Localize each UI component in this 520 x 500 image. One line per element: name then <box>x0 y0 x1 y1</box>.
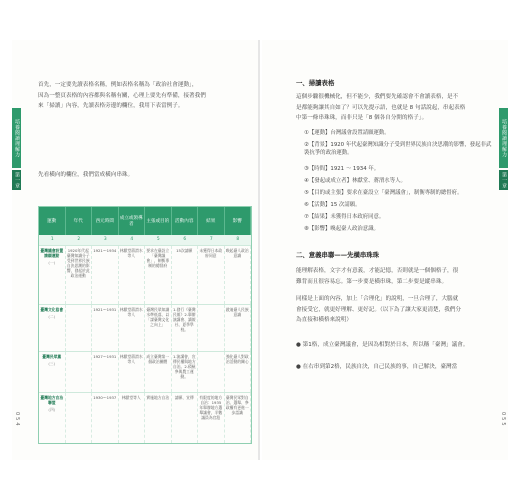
cell-year: 1921～1931 <box>92 305 119 351</box>
cell-result <box>198 352 225 392</box>
cell-result: 未獲得日本政府同意 <box>198 246 225 304</box>
list-item: ①【運動】台灣議會設置請願運動。 <box>304 130 390 136</box>
table-row <box>39 351 251 392</box>
col-number: 1 <box>50 237 54 242</box>
list-item: ⑤【目的或主張】要求在臺設立「臺灣議會」，制衡專制的總督府。 <box>304 190 463 196</box>
side-tab-chapter: 第一章 <box>14 171 20 189</box>
col-number: 8 <box>236 237 240 242</box>
th-movement: 運動 <box>39 207 66 235</box>
left-page <box>12 40 258 460</box>
cell-era <box>66 352 93 392</box>
list-item: ⑧【影響】喚起臺人政治意識。 <box>304 226 379 232</box>
th-leader: 成立或領導者 <box>119 207 146 235</box>
cell-year: 1921～1934 <box>92 246 119 304</box>
table-header <box>39 207 251 235</box>
cell-activity: 請願、宣傳 <box>172 393 199 443</box>
cell-aim: 臺灣民眾知識水準低落，以「謀臺灣文化之向上」 <box>145 305 172 351</box>
section-paragraph <box>296 92 496 124</box>
col-number: 7 <box>209 237 213 242</box>
bullet-item: ● 在右串到第2格，民族自決，自己民族的事，自己解決，臺灣當 <box>296 364 458 370</box>
cell-movement <box>39 352 66 392</box>
side-tab-title: 培養閱讀理解力 <box>499 108 508 168</box>
cell-result <box>198 305 225 351</box>
th-activity: 活動內容 <box>172 207 199 235</box>
intro-line: 因為一整頁表格的內容都與名稱有關，心理上要先有準備，接著我們 <box>38 92 206 99</box>
event-name: 臺灣議會設置請願運動 <box>40 248 64 258</box>
cell-aim: 實施地方自治 <box>145 393 172 443</box>
th-aim: 主張或目的 <box>145 207 172 235</box>
cell-activity: 15次請願 <box>172 246 199 304</box>
paragraph-line: 會接受它，就更好理解、更好記。（以下為了讓大家更清楚，我們分 <box>296 306 462 313</box>
section-paragraph <box>296 266 496 287</box>
book-gutter <box>258 40 260 460</box>
section-title: 二、意義串聯——先橫串珠珠 <box>296 251 380 259</box>
cell-leader: 林獻堂蔣渭水等人 <box>119 246 146 304</box>
paragraph-line: 這個步驟很機械化，但不能少，我們要先確認會不會讀表格，是不 <box>296 94 459 100</box>
th-impact: 影響 <box>225 207 252 235</box>
clip-label: (四) <box>48 407 56 412</box>
th-era: 年代 <box>66 207 93 235</box>
table-row <box>39 392 251 443</box>
col-number: 3 <box>103 237 107 242</box>
intro-line: 首先，一定要先讀表格名稱，例如表格名稱為「政治社會運動」， <box>38 82 198 88</box>
list-item: ④【發起或成立者】林獻堂、蔣渭水等人。 <box>304 178 406 184</box>
paragraph-line: 同樣是上面的內容，加上「合理化」的說明，一旦合理了，大腦就 <box>296 296 459 302</box>
intro-line: 來「掃讀」內容，先讀表格旁邊的欄位，我用下表當例子。 <box>38 103 184 109</box>
cell-era: 1920年代起臺灣知識分子受到世界民族自決思潮的影響，發起於此政治運動 <box>66 246 93 304</box>
cell-aim: 要求在臺設立「臺灣議會」，制衡專制的總督府 <box>145 246 172 304</box>
cell-activity: 1.發行《臺灣民報》2.舉辦演講會、讀報社、夏季學校。 <box>172 305 199 351</box>
list-item: ⑥【活動】15 次請願。 <box>304 202 361 208</box>
list-item: ②【背景】1920 年代起臺灣知識分子受到世界民族自決思潮的影響，發起非武裝抗爭的政治運動。 <box>304 142 492 156</box>
list-item: ③【時間】1921 ～ 1934 年。 <box>304 166 380 172</box>
side-tab-title: 培養閱讀理解力 <box>12 108 21 168</box>
table-row <box>39 245 251 304</box>
side-tab-chapter: 第一章 <box>501 171 507 189</box>
cell-leader: 林獻堂等人 <box>119 393 146 443</box>
cell-year: 1927～1931 <box>92 352 119 392</box>
th-year: 西元時間 <box>92 207 119 235</box>
right-page <box>262 40 508 460</box>
table-row <box>39 304 251 351</box>
list-item: ⑦【結果】未獲得日本政府同意。 <box>304 214 385 220</box>
clip-label: (一) <box>48 260 56 265</box>
section-paragraph <box>296 294 496 326</box>
cell-impact: 啟迪臺人民族意識 <box>225 305 252 351</box>
event-name: 臺灣文化協會 <box>40 307 64 312</box>
clip-label: (三) <box>48 361 56 366</box>
paragraph-line: 是都能夠讓其自如了？可以先提示語，也就是 8 句話說起，串起表格 <box>296 104 466 111</box>
intro-paragraph <box>38 80 248 112</box>
cell-era <box>66 393 93 443</box>
cell-era <box>66 305 93 351</box>
col-number: 6 <box>183 237 187 242</box>
cell-result: 有限度的地方自治：1935年舉辦地方選舉議會，半數議員為官派 <box>198 393 225 443</box>
bullet-item: ● 第1格，成立臺灣議會，是因為相對於日本，所以稱「臺灣」議會。 <box>296 342 469 348</box>
cell-leader: 林獻堂蔣渭水等人 <box>119 305 146 351</box>
section-title: 一、掃讀表格 <box>296 79 335 87</box>
cell-impact: 臺灣民眾對自治、選舉、參政權有更進一步認識 <box>225 393 252 443</box>
paragraph-line: 能理解表格，文字才有意義，才能記憶，否則就是一個個格子，很 <box>296 268 459 274</box>
cell-leader: 林獻堂蔣渭水等人 <box>119 352 146 392</box>
event-name: 臺灣民眾黨 <box>42 354 62 359</box>
col-number: 2 <box>77 237 81 242</box>
col-number: 5 <box>156 237 160 242</box>
instruction-text: 先看橫向的欄位，我們當成橫向串珠。 <box>38 172 134 178</box>
paragraph-line: 為直接和橫格來說明） <box>296 317 352 323</box>
column-numbers <box>39 235 251 245</box>
clip-label: (二) <box>48 314 56 319</box>
event-name: 臺灣地方自治聯盟 <box>40 395 64 405</box>
paragraph-line: 難背而且很容易忘。第一步要是橫串珠，第二步要是縱串珠。 <box>296 278 448 285</box>
page-number: 054 <box>14 412 20 428</box>
cell-activity: 1.演講會，宣傳民權與地方自治。2.積極參與農工運動。 <box>172 352 199 392</box>
col-number: 4 <box>130 237 134 242</box>
th-result: 結果 <box>198 207 225 235</box>
cell-aim: 成立臺灣第一個政治團體 <box>145 352 172 392</box>
cell-year: 1930～1937 <box>92 393 119 443</box>
page-number: 055 <box>500 412 506 428</box>
cell-movement <box>39 305 66 351</box>
cell-impact: 強化臺人對政治活動的關心 <box>225 352 252 392</box>
cell-impact: 喚起臺人政治意識 <box>225 246 252 304</box>
movement-table <box>38 206 252 444</box>
cell-movement <box>39 393 66 443</box>
cell-movement <box>39 246 66 304</box>
paragraph-line: 中第一條串珠珠，而非只是「8 個各自分開的格子」。 <box>296 115 428 121</box>
